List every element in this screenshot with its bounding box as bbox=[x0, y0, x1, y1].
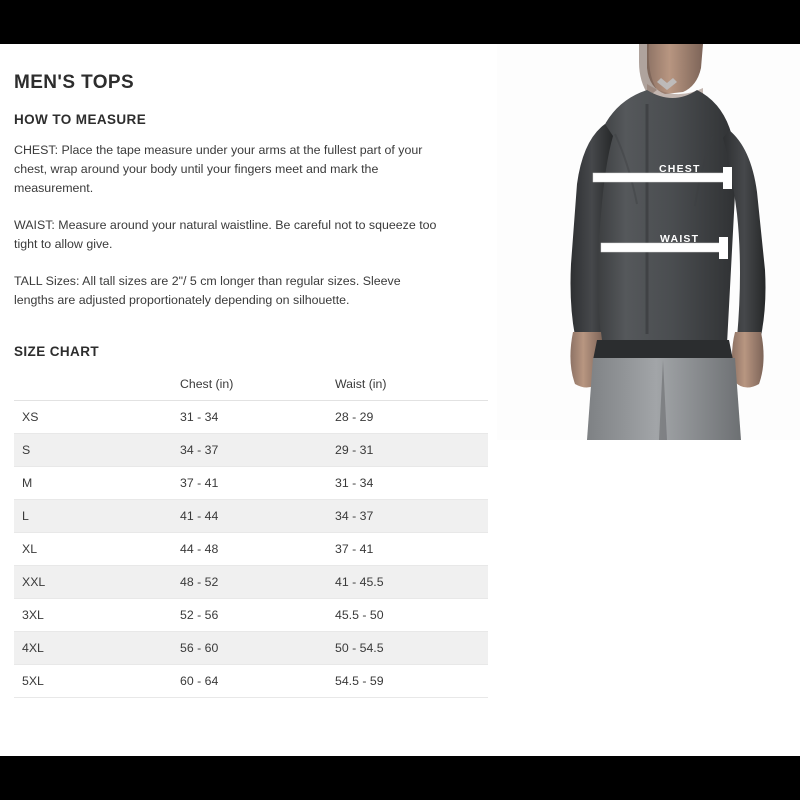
table-header-row bbox=[14, 368, 488, 401]
cell-chest: 41 - 44 bbox=[172, 500, 327, 533]
cell-size: M bbox=[14, 467, 172, 500]
waist-measure-label: WAIST bbox=[660, 233, 700, 245]
how-to-measure-heading: HOW TO MEASURE bbox=[14, 112, 147, 127]
table-row bbox=[14, 401, 488, 434]
cell-size: 3XL bbox=[14, 599, 172, 632]
table-row bbox=[14, 500, 488, 533]
size-guide-page bbox=[0, 44, 800, 756]
size-chart-container bbox=[14, 368, 488, 698]
page-title: MEN'S TOPS bbox=[14, 72, 135, 93]
column-header-waist: Waist (in) bbox=[327, 368, 488, 401]
measurement-illustration bbox=[497, 44, 800, 440]
cell-chest: 44 - 48 bbox=[172, 533, 327, 566]
cell-size: L bbox=[14, 500, 172, 533]
chest-measure-label: CHEST bbox=[659, 163, 701, 175]
cell-waist: 29 - 31 bbox=[327, 434, 488, 467]
tall-sizes-instructions: TALL Sizes: All tall sizes are 2"/ 5 cm longer than regular sizes. Sleeve lengths are adjusted proportionately depending on silhouette. bbox=[14, 274, 401, 307]
cell-chest: 37 - 41 bbox=[172, 467, 327, 500]
cell-waist: 37 - 41 bbox=[327, 533, 488, 566]
cell-chest: 34 - 37 bbox=[172, 434, 327, 467]
table-row bbox=[14, 632, 488, 665]
size-chart-heading: SIZE CHART bbox=[14, 344, 99, 359]
cell-chest: 48 - 52 bbox=[172, 566, 327, 599]
cell-size: S bbox=[14, 434, 172, 467]
cell-chest: 60 - 64 bbox=[172, 665, 327, 698]
cell-size: 4XL bbox=[14, 632, 172, 665]
cell-size: XS bbox=[14, 401, 172, 434]
model-photo-svg bbox=[497, 44, 800, 440]
table-row bbox=[14, 599, 488, 632]
cell-waist: 41 - 45.5 bbox=[327, 566, 488, 599]
chest-instructions: CHEST: Place the tape measure under your arms at the fullest part of your chest, wrap around your body until your fingers meet and mark the measurement. bbox=[14, 143, 423, 195]
size-chart-table bbox=[14, 368, 488, 698]
cell-size: XL bbox=[14, 533, 172, 566]
cell-waist: 50 - 54.5 bbox=[327, 632, 488, 665]
size-chart-body bbox=[14, 401, 488, 698]
column-header-size bbox=[14, 368, 172, 401]
cell-waist: 45.5 - 50 bbox=[327, 599, 488, 632]
cell-size: 5XL bbox=[14, 665, 172, 698]
cell-waist: 28 - 29 bbox=[327, 401, 488, 434]
table-row bbox=[14, 566, 488, 599]
cell-chest: 52 - 56 bbox=[172, 599, 327, 632]
table-row bbox=[14, 533, 488, 566]
cell-waist: 34 - 37 bbox=[327, 500, 488, 533]
table-row bbox=[14, 467, 488, 500]
cell-waist: 31 - 34 bbox=[327, 467, 488, 500]
cell-waist: 54.5 - 59 bbox=[327, 665, 488, 698]
table-row bbox=[14, 665, 488, 698]
size-guide-text-column bbox=[14, 72, 484, 359]
table-row bbox=[14, 434, 488, 467]
column-header-chest: Chest (in) bbox=[172, 368, 327, 401]
cell-chest: 56 - 60 bbox=[172, 632, 327, 665]
waist-instructions: WAIST: Measure around your natural waistline. Be careful not to squeeze too tight to allow give. bbox=[14, 218, 437, 251]
cell-chest: 31 - 34 bbox=[172, 401, 327, 434]
cell-size: XXL bbox=[14, 566, 172, 599]
